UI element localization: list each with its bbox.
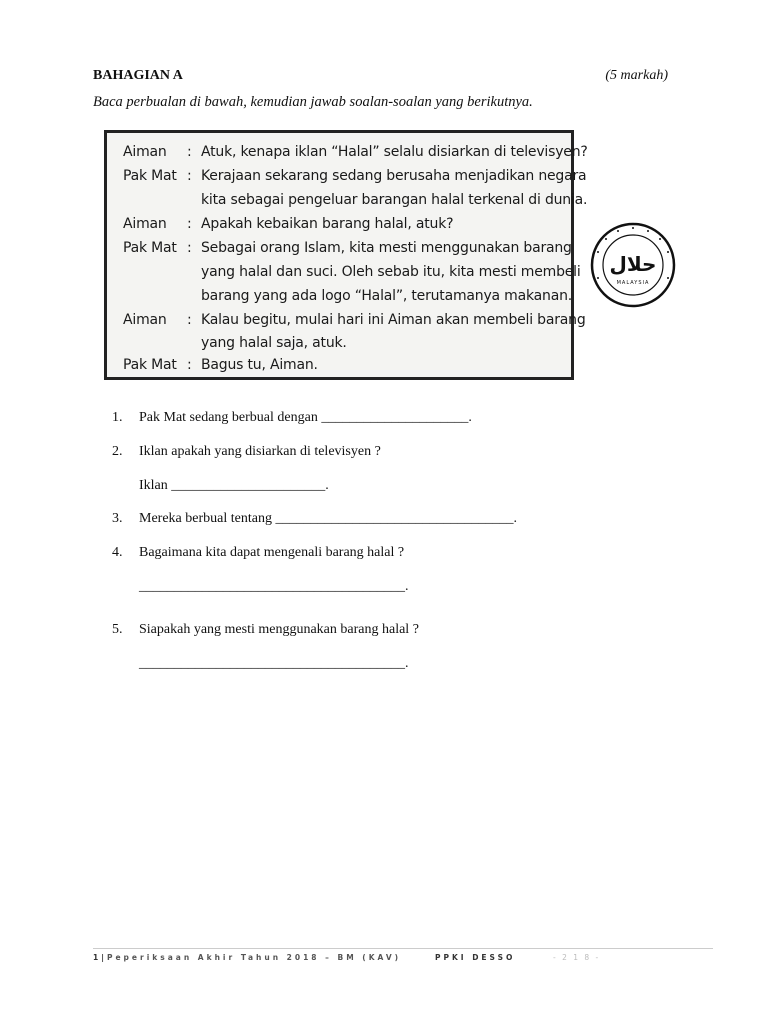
school-name: PPKI DESSO	[435, 953, 516, 962]
dialogue-text: yang halal dan suci. Oleh sebab itu, kita mesti membeli	[201, 264, 581, 280]
question-number: 1.	[112, 410, 123, 425]
section-title: BAHAGIAN A	[93, 68, 183, 83]
dialogue-text: Kalau begitu, mulai hari ini Aiman akan membeli barang	[201, 312, 586, 328]
instruction-text: Baca perbualan di bawah, kemudian jawab soalan-soalan yang berikutnya.	[93, 94, 533, 110]
question-4	[112, 545, 404, 561]
speaker-name: Pak Mat	[123, 240, 177, 256]
footer-separator: |	[101, 953, 107, 962]
halal-logo	[590, 222, 676, 308]
dialogue-text: Kerajaan sekarang sedang berusaha menjadikan negara	[201, 168, 587, 184]
page-number: 1	[93, 953, 102, 962]
question-2	[112, 444, 381, 460]
dialogue-line: Pak Mat : Kerajaan sekarang sedang berusaha menjadikan negara	[123, 168, 587, 184]
question-text: Pak Mat sedang berbual dengan _____________________.	[139, 410, 472, 425]
question-3	[112, 511, 517, 527]
dialogue-text: yang halal saja, atuk.	[201, 335, 347, 351]
dialogue-line: Pak Mat : Sebagai orang Islam, kita mesti menggunakan barang	[123, 240, 572, 256]
exam-label: Peperiksaan Akhir Tahun 2018 – BM (KAV)	[106, 953, 402, 962]
dialogue-text: Bagus tu, Aiman.	[201, 357, 318, 373]
halal-caption: MALAYSIA	[616, 280, 650, 286]
question-number: 2.	[112, 444, 123, 459]
dialogue-text: Atuk, kenapa iklan “Halal” selalu disiarkan di televisyen?	[201, 144, 588, 160]
question-5	[112, 622, 419, 638]
dialogue-text: Apakah kebaikan barang halal, atuk?	[201, 216, 454, 232]
dialogue-line: Aiman : Atuk, kenapa iklan “Halal” selalu disiarkan di televisyen?	[123, 144, 588, 160]
speaker-name: Aiman	[123, 216, 167, 232]
dialogue-line: Aiman : Kalau begitu, mulai hari ini Aiman akan membeli barang	[123, 312, 586, 328]
answer-line-5: ______________________________________.	[139, 656, 409, 671]
question-text: Mereka berbual tentang __________________________________.	[139, 511, 517, 526]
dialogue-text: kita sebagai pengeluar barangan halal terkenal di dunia.	[201, 192, 588, 208]
question-text: Siapakah yang mesti menggunakan barang halal ?	[139, 622, 419, 637]
answer-line-2: Iklan ______________________.	[139, 478, 329, 493]
dialogue-line: Aiman : Apakah kebaikan barang halal, atuk?	[123, 216, 454, 232]
answer-line-4: ______________________________________.	[139, 579, 409, 594]
speaker-name: Pak Mat	[123, 168, 177, 184]
speaker-name: Aiman	[123, 312, 167, 328]
question-number: 4.	[112, 545, 123, 560]
dialogue-text: barang yang ada logo “Halal”, terutamanya makanan.	[201, 288, 573, 304]
question-1	[112, 410, 472, 426]
page-footer	[93, 953, 601, 962]
dialogue-text: Sebagai orang Islam, kita mesti menggunakan barang	[201, 240, 572, 256]
dialogue-box	[104, 130, 588, 380]
speaker-name: Pak Mat	[123, 357, 177, 373]
question-number: 3.	[112, 511, 123, 526]
footer-faint-text: - 2 1 8 -	[553, 953, 601, 962]
question-number: 5.	[112, 622, 123, 637]
question-text: Bagaimana kita dapat mengenali barang halal ?	[139, 545, 405, 560]
marks-label: (5 markah)	[605, 68, 668, 83]
question-text: Iklan apakah yang disiarkan di televisyen ?	[139, 444, 381, 459]
speaker-name: Aiman	[123, 144, 167, 160]
halal-arabic-text: حلال	[609, 252, 657, 276]
dialogue-line: Pak Mat : Bagus tu, Aiman.	[123, 357, 318, 373]
footer-divider	[93, 948, 713, 949]
